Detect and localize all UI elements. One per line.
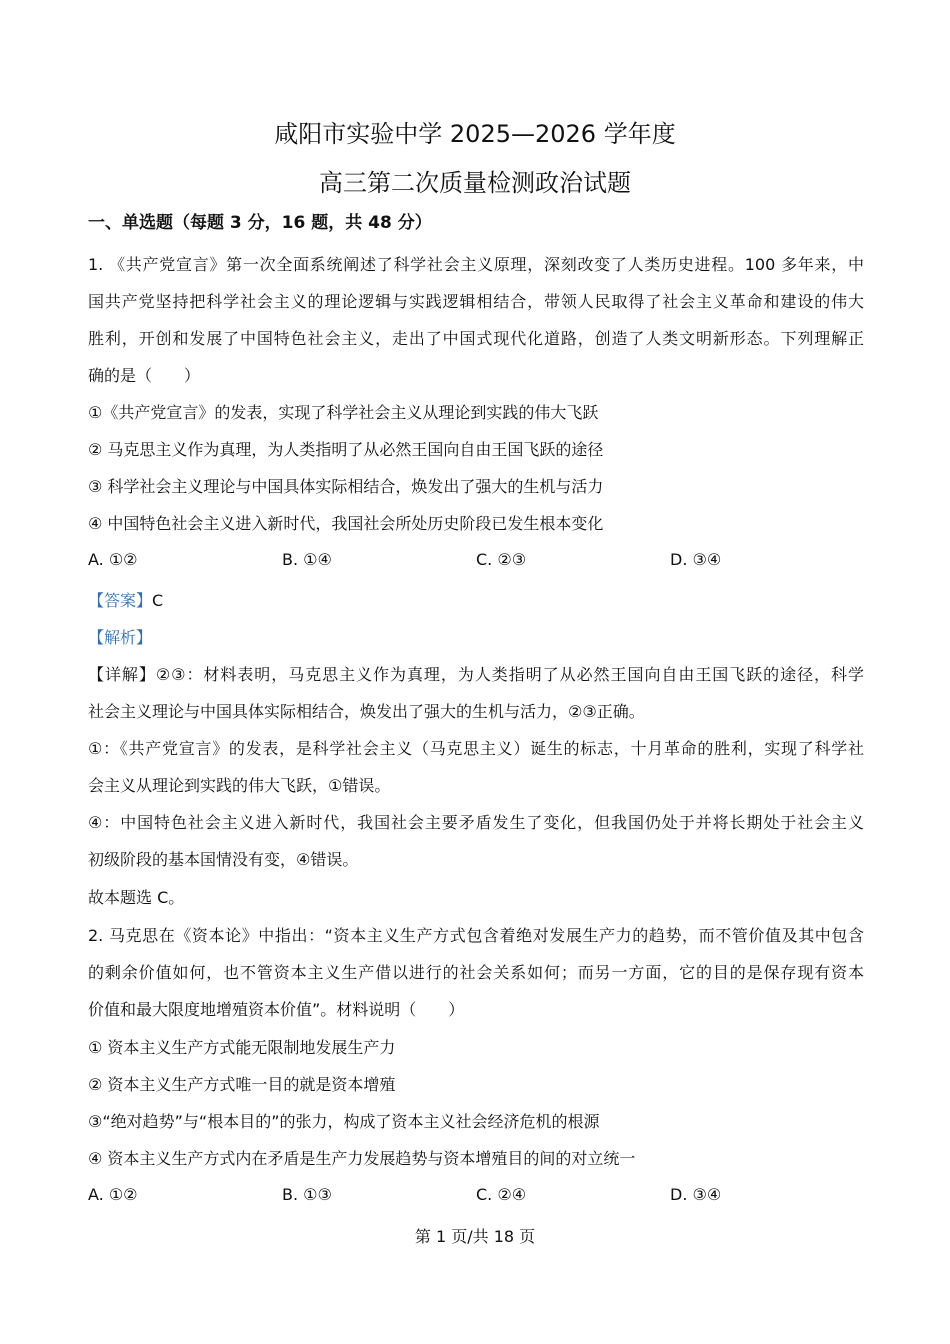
q1-analysis-line: 初级阶段的基本国情没有变，④错误。 bbox=[88, 850, 359, 869]
document-title-line2: 高三第二次质量检测政治试题 bbox=[319, 169, 631, 197]
q1-analysis-line: 【详解】②③：材料表明，马克思主义作为真理，为人类指明了从必然王国向自由王国飞跃的途径，科学 bbox=[88, 665, 864, 684]
q1-answer bbox=[88, 588, 864, 611]
q1-option-b: B. ①④ bbox=[282, 550, 332, 569]
q1-item: ①《共产党宣言》的发表，实现了科学社会主义从理论到实践的伟大飞跃 bbox=[88, 403, 599, 422]
q1-stem-line: 国共产党坚持把科学社会主义的理论逻辑与实践逻辑相结合，带领人民取得了社会主义革命和建设的伟大 bbox=[88, 292, 864, 311]
q1-stem-line: 胜利，开创和发展了中国特色社会主义，走出了中国式现代化道路，创造了人类文明新形态。下列理解正 bbox=[88, 329, 864, 348]
document-title-line1: 咸阳市实验中学 2025—2026 学年度 bbox=[274, 120, 676, 148]
q1-item: ③ 科学社会主义理论与中国具体实际相结合，焕发出了强大的生机与活力 bbox=[88, 477, 604, 496]
q2-item: ② 资本主义生产方式唯一目的就是资本增殖 bbox=[88, 1075, 396, 1094]
q2-stem-line: 2. 马克思在《资本论》中指出：“资本主义生产方式包含着绝对发展生产力的趋势，而不管价值及其中包含 bbox=[88, 926, 864, 945]
q2-option-b: B. ①③ bbox=[282, 1185, 332, 1204]
q1-item: ② 马克思主义作为真理，为人类指明了从必然王国向自由王国飞跃的途径 bbox=[88, 440, 604, 459]
q1-analysis-line: 会主义从理论到实践的伟大飞跃，①错误。 bbox=[88, 776, 391, 795]
answer-label: 【答案】 bbox=[88, 591, 153, 610]
q1-stem-line: 确的是（ ） bbox=[88, 366, 201, 385]
q1-analysis-line: 社会主义理论与中国具体实际相结合，焕发出了强大的生机与活力，②③正确。 bbox=[88, 702, 645, 721]
analysis-label: 【解析】 bbox=[88, 628, 153, 647]
q1-option-a: A. ①② bbox=[88, 550, 138, 569]
q2-item: ③“绝对趋势”与“根本目的”的张力，构成了资本主义社会经济危机的根源 bbox=[88, 1112, 600, 1131]
q1-analysis-line: 故本题选 C。 bbox=[88, 888, 185, 907]
q1-option-c: C. ②③ bbox=[476, 550, 527, 569]
q2-stem-line: 的剩余价值如何，也不管资本主义生产借以进行的社会关系如何；而另一方面，它的目的是保存现有资本 bbox=[88, 963, 864, 982]
q2-stem-line: 价值和最大限度地增殖资本价值”。材料说明（ ） bbox=[88, 1000, 465, 1019]
page-footer: 第 1 页/共 18 页 bbox=[414, 1227, 536, 1246]
q1-analysis-line: ①：《共产党宣言》的发表，是科学社会主义（马克思主义）诞生的标志，十月革命的胜利，实现了科学社 bbox=[88, 739, 864, 758]
q2-option-c: C. ②④ bbox=[476, 1185, 527, 1204]
q2-item: ④ 资本主义生产方式内在矛盾是生产力发展趋势与资本增殖目的间的对立统一 bbox=[88, 1149, 636, 1168]
q2-item: ① 资本主义生产方式能无限制地发展生产力 bbox=[88, 1038, 396, 1057]
q1-stem-line: 1. 《共产党宣言》第一次全面系统阐述了科学社会主义原理，深刻改变了人类历史进程。100 多年来，中 bbox=[88, 255, 864, 274]
q2-option-a: A. ①② bbox=[88, 1185, 138, 1204]
q1-item: ④ 中国特色社会主义进入新时代，我国社会所处历史阶段已发生根本变化 bbox=[88, 514, 604, 533]
q2-option-d: D. ③④ bbox=[670, 1185, 722, 1204]
q1-option-d: D. ③④ bbox=[670, 550, 722, 569]
q1-analysis-line: ④：中国特色社会主义进入新时代，我国社会主要矛盾发生了变化，但我国仍处于并将长期处于社会主义 bbox=[88, 813, 864, 832]
answer-value: C bbox=[152, 591, 164, 610]
section-heading: 一、单选题（每题 3 分，16 题，共 48 分） bbox=[88, 213, 432, 233]
